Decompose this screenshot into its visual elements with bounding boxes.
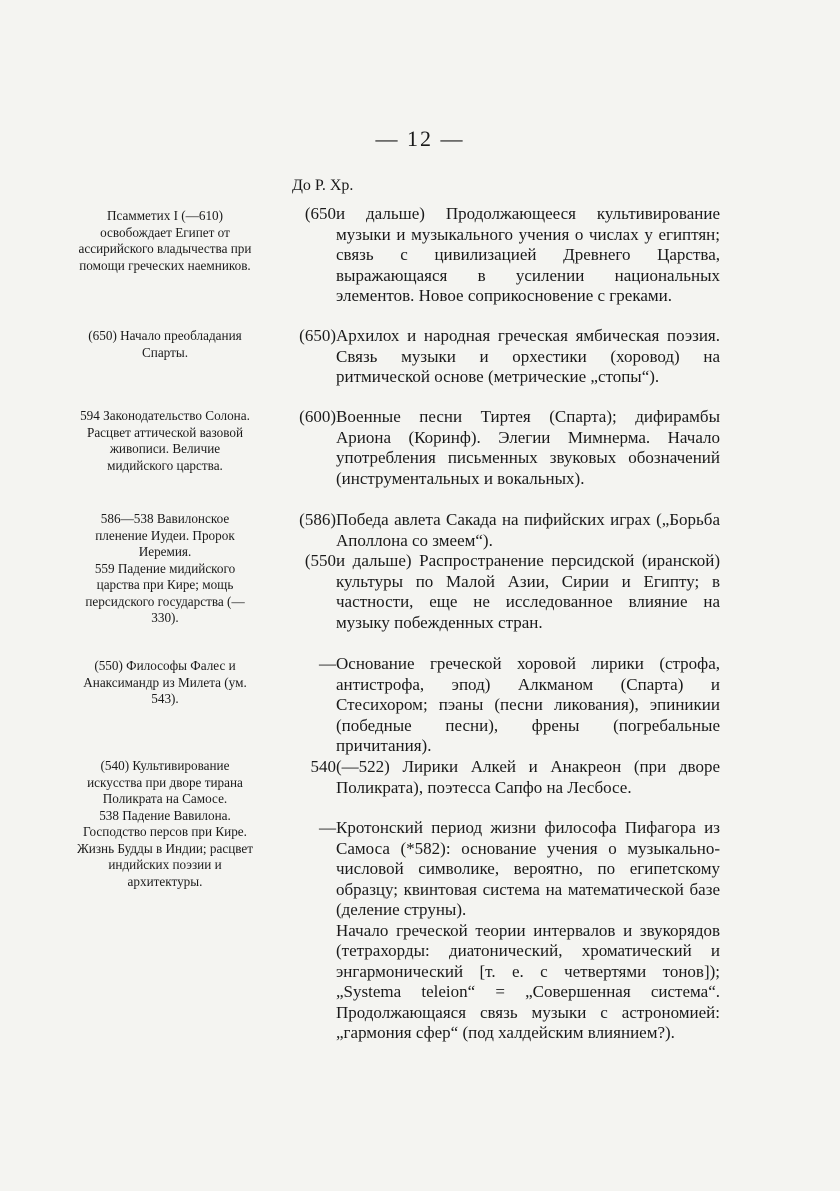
side-note-text: 586—538 Вавилонское пленение Иудеи. Пророк Иеремия. (95, 511, 235, 559)
side-note-text: (650) Начало преобладания Спарты. (88, 328, 242, 360)
chronology-entry (280, 654, 728, 757)
side-note (76, 758, 254, 890)
side-note-text: (540) Культивирование искусства при дворе тирана Поликрата на Самосе. (87, 758, 243, 806)
entry-text: Архилох и народная греческая ямбическая поэзия. Связь музыки и орхестики (хоровод) на ритмической основе (метрические „стопы“). (336, 326, 720, 386)
entry-date: — (319, 818, 336, 837)
entry-text: Начало греческой теории интервалов и звукорядов (тетрахорды: диатонический, хроматический и энгармонический [т. е. с четвертями тонов]); „Systema teleion“ = „Совершенная система“. Продолжающаяся связь музыки с астрономией: „гармония сфер“ (под халдейским влиянием?). (336, 920, 720, 1042)
side-note-text: (550) Философы Фалес и Анаксимандр из Милета (ум. 543). (83, 658, 247, 706)
chronology-entry (280, 326, 728, 388)
side-note-text: Псамметих I (—610) освобождает Египет от ассирийского владычества при помощи греческих наемников. (78, 208, 252, 273)
entry-text: Победа авлета Сакада на пифийских играх („Борьба Аполлона со змеем“). (336, 510, 720, 550)
side-note (76, 208, 254, 274)
side-note (76, 408, 254, 474)
chronology-entry (280, 551, 728, 633)
entry-text: Военные песни Тиртея (Спарта); дифирамбы Ариона (Коринф). Элегии Мимнерма. Начало употребления письменных звуковых обозначений (инструментальных и вокальных). (336, 407, 720, 488)
side-note-text: 559 Падение мидийского царства при Кире; мощь персидского государства (—330). (85, 560, 245, 625)
side-note-text: 538 Падение Вавилона. Господство персов при Кире. (83, 807, 247, 839)
entry-text: Кротонский период жизни философа Пифагора из Самоса (*582): основание учения о музыкально-числовой символике, вероятно, по египетскому образцу; квинтовая система на математической базе (деление струны). (336, 818, 720, 919)
entry-text: и дальше) Продолжающееся культивирование музыки и музыкального учения о числах у египтян; связь с цивилизацией Древнего Царства, выражающаяся в усилении национальных элементов. Новое соприкосновение с греками. (336, 204, 720, 305)
entry-date: (600) (299, 407, 336, 426)
entry-date: (550 (304, 551, 336, 570)
side-note (76, 658, 254, 708)
chronology-entry (280, 204, 728, 307)
chronology-entry (280, 757, 728, 798)
chronology-entry (280, 407, 728, 489)
side-note-text: 594 Законодательство Солона. Расцвет аттической вазовой живописи. Величие мидийского царства. (80, 408, 250, 473)
entry-text: и дальше) Распространение персидской (иранской) культуры по Малой Азии, Сирии и Египту; в частности, еще не исследованное влияние на музыку побежденных стран. (336, 551, 720, 632)
entry-date: — (319, 654, 336, 673)
entry-date: (650) (299, 326, 336, 345)
entry-text: (—522) Лирики Алкей и Анакреон (при дворе Поликрата), поэтесса Сапфо на Лесбосе. (336, 757, 720, 797)
side-note-text: Жизнь Будды в Индии; расцвет индийских поэзии и архитектуры. (76, 840, 254, 889)
side-note (76, 511, 254, 627)
entry-date: (586) (299, 510, 336, 529)
page-number: — 12 — (375, 126, 465, 151)
side-note (76, 328, 254, 361)
entry-date: (650 (304, 204, 336, 223)
chronology-entry (280, 818, 728, 1044)
entry-text: Основание греческой хоровой лирики (строфа, антистрофа, эпод) Алкманом (Спарта) и Стесихором; пэаны (песни ликования), эпиникии (победные песни), френы (погребальные причитания). (336, 654, 720, 755)
era-label: До Р. Хр. (292, 177, 354, 194)
entry-date: 540 (310, 757, 336, 776)
chronology-entry (280, 510, 728, 551)
